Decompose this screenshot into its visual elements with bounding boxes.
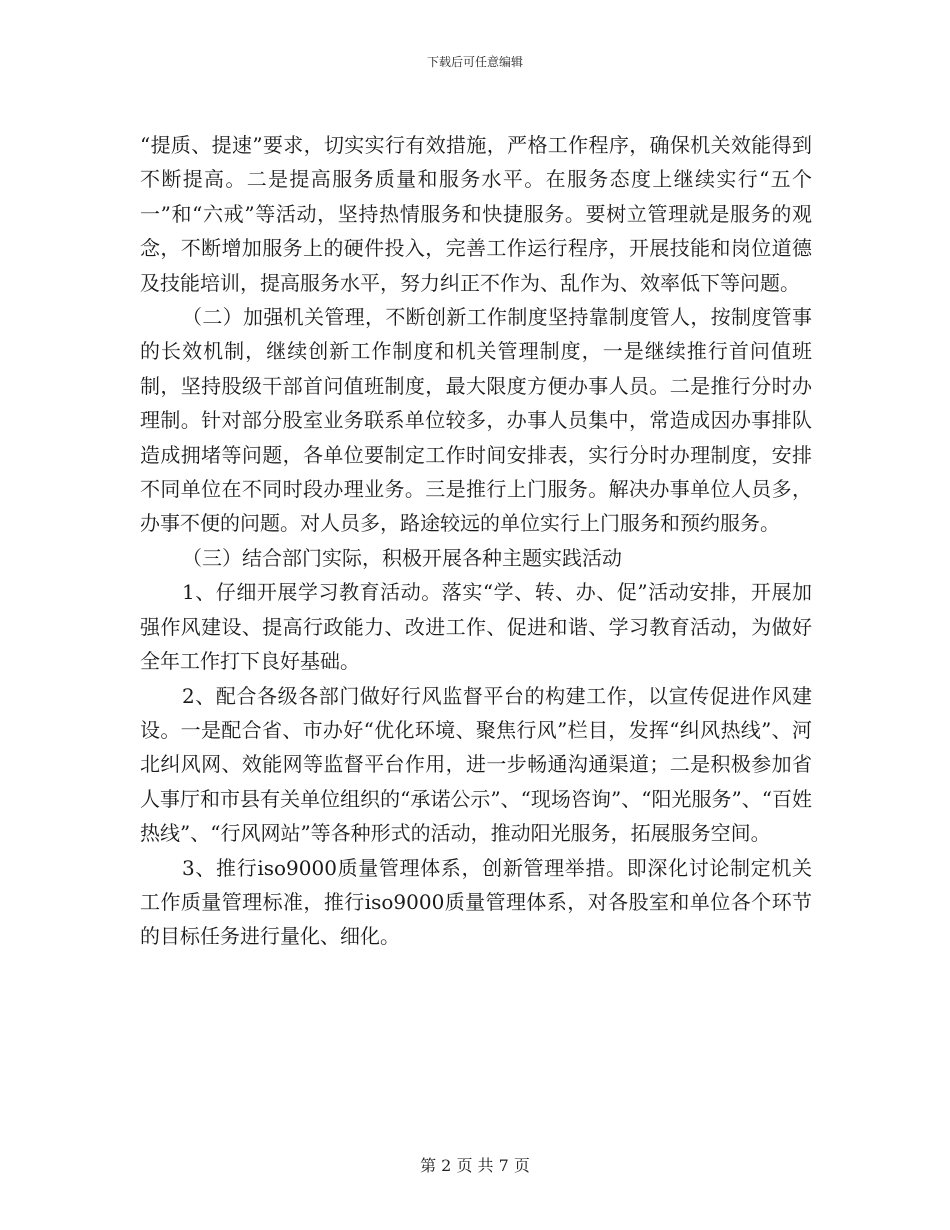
page-number-footer: 第 2 页 共 7 页 [420,1156,530,1175]
paragraph-item-three: 3、推行iso9000质量管理体系，创新管理举措。即深化讨论制定机关工作质量管理标准，推行iso9000质量管理体系，对各股室和单位各个环节的目标任务进行量化、细化。 [140,855,812,949]
paragraph-item-two: 2、配合各级各部门做好行风监督平台的构建工作，以宣传促进作风建设。一是配合省、市办好“优化环境、聚焦行风”栏目，发挥“纠风热线”、河北纠风网、效能网等监督平台作用，进一步畅通沟通渠道；二是积极参加省人事厅和市县有关单位组织的“承诺公示”、“现场咨询”、“阳光服务”、“百姓热线”、“行风网站”等各种形式的活动，推动阳光服务，拓展服务空间。 [140,683,812,846]
section-three-heading: （三）结合部门实际，积极开展各种主题实践活动 [182,545,622,570]
document-body [140,128,812,954]
paragraph-section-two: （二）加强机关管理，不断创新工作制度坚持靠制度管人，按制度管事的长效机制，继续创新工作制度和机关管理制度，一是继续推行首问值班制，坚持股级干部首问值班制度，最大限度方便办事人员。二是推行分时办理制。针对部分股室业务联系单位较多，办事人员集中，常造成因办事排队造成拥堵等问题，各单位要制定工作时间安排表，实行分时办理制度，安排不同单位在不同时段办理业务。三是推行上门服务。解决办事单位人员多，办事不便的问题。对人员多，路途较远的单位实行上门服务和预约服务。 [140,305,812,536]
paragraph-item-one: 1、仔细开展学习教育活动。落实“学、转、办、促”活动安排，开展加强作风建设、提高行政能力、改进工作、促进和谐、学习教育活动，为做好全年工作打下良好基础。 [140,580,812,674]
page-header: 下载后可任意编辑 [426,55,523,69]
paragraph-continuation: “提质、提速”要求，切实实行有效措施，严格工作程序，确保机关效能得到不断提高。二是提高服务质量和服务水平。在服务态度上继续实行“五个一”和“六戒”等活动，坚持热情服务和快捷服务。要树立管理就是服务的观念，不断增加服务上的硬件投入，完善工作运行程序，开展技能和岗位道德及技能培训，提高服务水平，努力纠正不作为、乱作为、效率低下等问题。 [140,133,812,295]
